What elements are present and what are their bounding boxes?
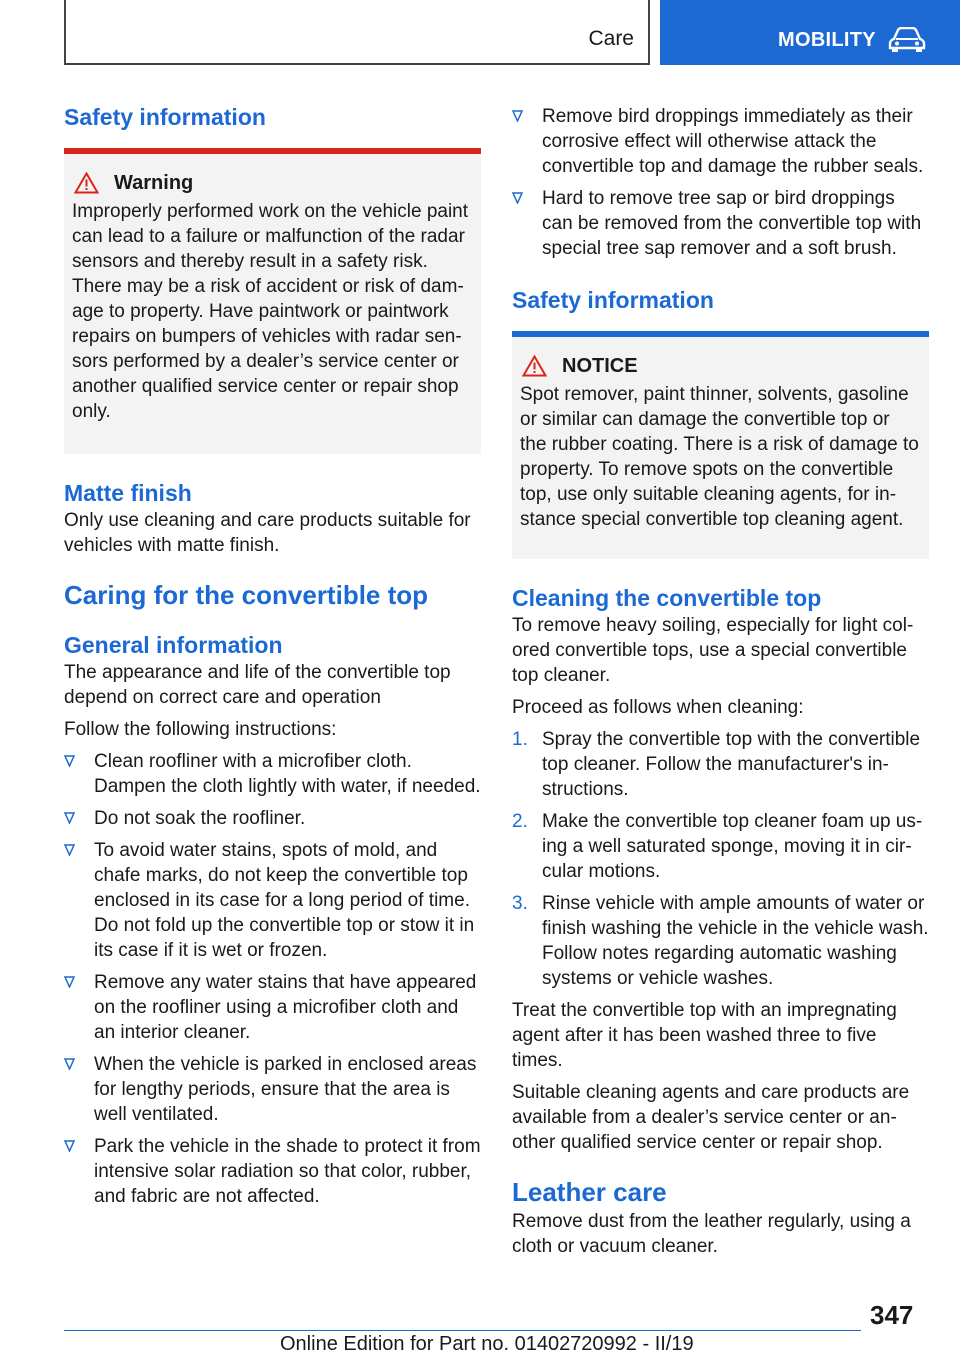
- list-item: [64, 838, 481, 963]
- triangle-bullet-icon: [512, 110, 523, 122]
- footer-divider: [64, 1330, 861, 1331]
- step-number: 2.: [512, 811, 528, 832]
- list-item: [64, 970, 481, 1045]
- safety-information-heading: Safety information: [512, 287, 714, 313]
- notice-title-text: NOTICE: [562, 355, 638, 377]
- warning-triangle-icon: [522, 355, 547, 377]
- notice-box: [512, 331, 929, 559]
- general-information-heading: General information: [64, 632, 283, 658]
- follow-instructions-text: Follow the following instructions:: [64, 719, 337, 740]
- suitable-agents-text: Suitable cleaning agents and care products are available from a dealer’s service center or another qualified service center or repair shop.: [512, 1082, 910, 1153]
- triangle-bullet-icon: [512, 192, 523, 204]
- bird-droppings-list: [512, 104, 929, 261]
- warning-title: [74, 170, 473, 196]
- list-item-text: Clean roofliner with a microfiber cloth. Dampen the cloth lightly with water, if needed.: [94, 751, 481, 797]
- list-item: [64, 1052, 481, 1127]
- list-item-text: To avoid water stains, spots of mold, and chafe marks, do not keep the convertible top enclosed in its case for a long period of time. Do not fold up the convertible top or stow it in its case if it is wet or frozen.: [94, 840, 475, 961]
- list-item-text: Park the vehicle in the shade to protect it from intensive solar radiation so that color, rubber, and fabric are not affected.: [94, 1136, 481, 1207]
- car-icon: [888, 27, 926, 53]
- mobility-tab[interactable]: [660, 0, 960, 65]
- mobility-tab-label: MOBILITY: [778, 29, 876, 51]
- caring-convertible-top-heading: Caring for the convertible top: [64, 580, 429, 610]
- triangle-bullet-icon: [64, 755, 75, 767]
- list-item: [64, 806, 481, 831]
- list-item-text: Remove bird droppings immediately as their corrosive effect will otherwise attack the convertible top and damage the rubber seals.: [542, 106, 924, 177]
- step-text: Rinse vehicle with ample amounts of water or finish washing the vehicle in the vehicle wash. Follow notes regarding automatic washing systems or vehicle washes.: [542, 893, 929, 989]
- header-section-box: [64, 0, 650, 65]
- warning-text: Improperly performed work on the vehicle paint can lead to a failure or malfunction of the radar sensors and thereby result in a safety risk. There may be a risk of accident or risk of damage to property. Have paintwork or paintwork repairs on bumpers of vehicles with radar sensors performed by a dealer’s service center or another qualified service center or repair shop only.: [72, 201, 469, 422]
- leather-care-text: Remove dust from the leather regularly, using a cloth or vacuum cleaner.: [512, 1211, 911, 1257]
- list-item-text: Hard to remove tree sap or bird droppings can be removed from the convertible top with special tree sap remover and a soft brush.: [542, 188, 922, 259]
- footer-edition-text: Online Edition for Part no. 01402720992 - II/19: [280, 1333, 694, 1355]
- right-column: [512, 104, 929, 1259]
- triangle-bullet-icon: [64, 844, 75, 856]
- triangle-bullet-icon: [64, 1058, 75, 1070]
- list-item: [512, 891, 929, 991]
- list-item: [512, 104, 929, 179]
- leather-care-heading: Leather care: [512, 1177, 667, 1207]
- notice-text: Spot remover, paint thinner, solvents, gasoline or similar can damage the convertible top or the rubber coating. There is a risk of damage to property. To remove spots on the convertible top, use only suitable cleaning agents, for instance special convertible top cleaning agent.: [520, 384, 919, 530]
- instructions-list: [64, 749, 481, 1209]
- triangle-bullet-icon: [64, 976, 75, 988]
- left-column: [64, 98, 481, 1216]
- cleaning-steps-list: [512, 727, 929, 991]
- matte-finish-text: Only use cleaning and care products suitable for vehicles with matte finish.: [64, 510, 471, 556]
- warning-title-text: Warning: [114, 172, 194, 194]
- page-number: 347: [870, 1300, 914, 1330]
- safety-information-heading: Safety information: [64, 104, 266, 130]
- list-item: [512, 727, 929, 802]
- section-title: Care: [588, 27, 634, 50]
- step-number: 1.: [512, 729, 528, 750]
- list-item-text: When the vehicle is parked in enclosed areas for lengthy periods, ensure that the area is well ventilated.: [94, 1054, 477, 1125]
- cleaning-convertible-top-heading: Cleaning the convertible top: [512, 585, 822, 611]
- step-text: Make the convertible top cleaner foam up using a well saturated sponge, moving it in circular motions.: [542, 811, 923, 882]
- matte-finish-heading: Matte finish: [64, 480, 192, 506]
- cleaning-text: To remove heavy soiling, especially for light colored convertible tops, use a special convertible top cleaner.: [512, 615, 914, 686]
- list-item: [64, 1134, 481, 1209]
- general-information-text: The appearance and life of the convertible top depend on correct care and operation: [64, 662, 451, 708]
- proceed-text: Proceed as follows when cleaning:: [512, 697, 804, 718]
- triangle-bullet-icon: [64, 812, 75, 824]
- list-item: [512, 809, 929, 884]
- notice-title: [522, 353, 921, 379]
- warning-triangle-icon: [74, 172, 99, 194]
- warning-box: [64, 148, 481, 454]
- list-item: [64, 749, 481, 799]
- list-item-text: Do not soak the roofliner.: [94, 808, 306, 829]
- list-item: [512, 186, 929, 261]
- step-number: 3.: [512, 893, 528, 914]
- step-text: Spray the convertible top with the convertible top cleaner. Follow the manufacturer's instructions.: [542, 729, 921, 800]
- treat-text: Treat the convertible top with an impregnating agent after it has been washed three to five times.: [512, 1000, 897, 1071]
- list-item-text: Remove any water stains that have appeared on the roofliner using a microfiber cloth and an interior cleaner.: [94, 972, 477, 1043]
- triangle-bullet-icon: [64, 1140, 75, 1152]
